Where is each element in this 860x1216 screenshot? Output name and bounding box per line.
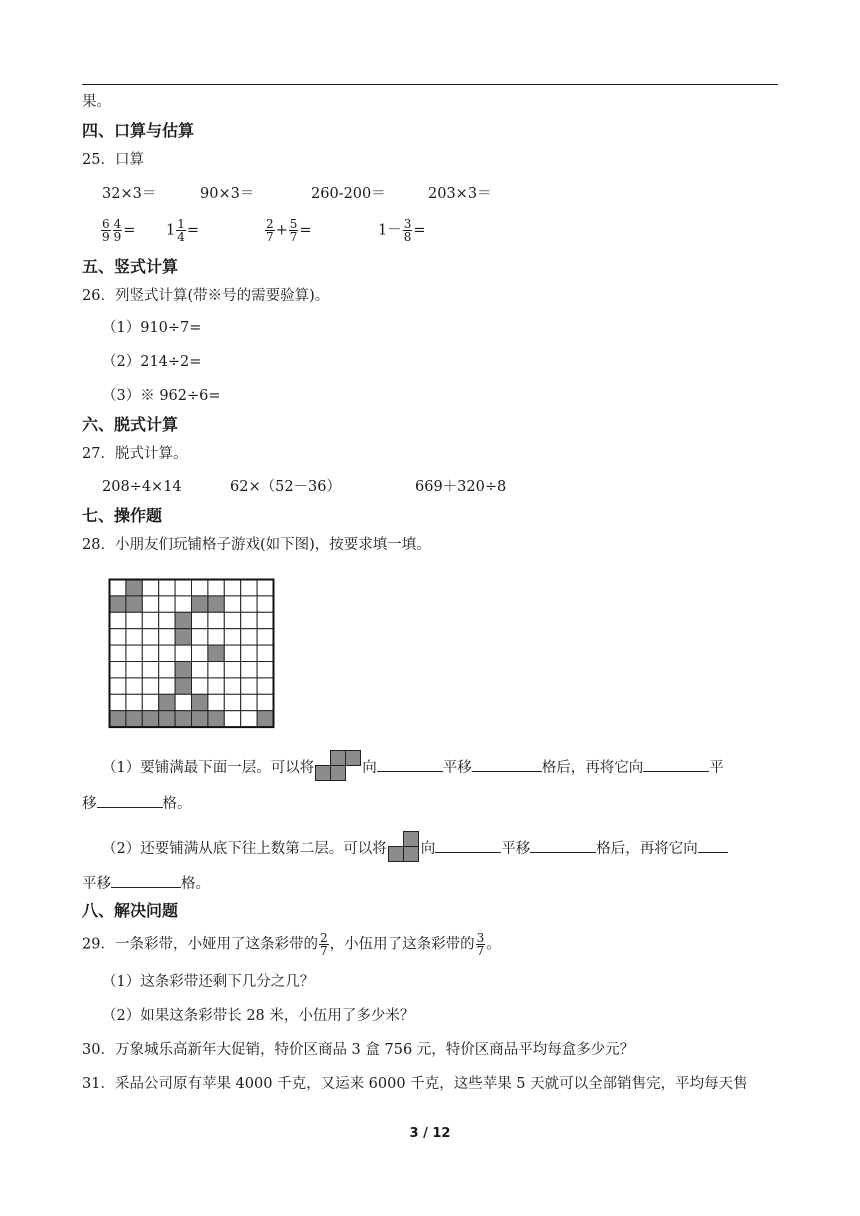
grid-cell	[241, 629, 257, 645]
grid-cell	[257, 678, 273, 694]
question-29: 29．一条彩带，小娅用了这条彩带的 $\frac{2}{7}$ ，小伍用了这条彩带的 $\frac{3}{7}$ 。	[82, 931, 501, 958]
grid-cell	[257, 596, 273, 612]
grid-cell	[224, 596, 240, 612]
grid-cell	[241, 678, 257, 694]
oral-calc-7: $\frac{2}{7}$ + $\frac{5}{7}$ =	[266, 217, 312, 244]
grid-cell	[224, 629, 240, 645]
section-heading-8: 八、解决问题	[82, 901, 179, 920]
grid-cell	[192, 678, 208, 694]
continuation-text: 果。	[82, 94, 111, 110]
grid-cell	[208, 612, 224, 628]
grid-cell-shaded	[175, 629, 191, 645]
section-heading-4: 四、口算与估算	[82, 121, 195, 140]
tile-piece-z-icon	[314, 750, 362, 782]
grid-cell	[224, 694, 240, 710]
stepwise-calc-2: 62×（52－36）	[230, 479, 342, 495]
stepwise-calc-1: 208÷4×14	[102, 479, 182, 495]
grid-cell-shaded	[175, 662, 191, 678]
grid-cell-shaded	[192, 596, 208, 612]
fraction: $\frac{5}{7}$	[289, 217, 298, 244]
grid-cell	[224, 711, 240, 727]
grid-cell	[241, 711, 257, 727]
grid-cell	[142, 694, 158, 710]
stepwise-calc-3: 669＋320÷8	[415, 479, 507, 495]
grid-cell	[175, 596, 191, 612]
grid-cell	[257, 629, 273, 645]
question-29-part-1: （1）这条彩带还剩下几分之几？	[102, 974, 315, 990]
grid-cell	[241, 612, 257, 628]
grid-cell	[257, 662, 273, 678]
tile-piece-l-icon	[387, 831, 421, 863]
vertical-calc-3: （3）※ 962÷6=	[102, 388, 221, 404]
grid-cell	[257, 645, 273, 661]
oral-calc-4: 203×3＝	[428, 186, 492, 202]
grid-cell	[126, 629, 142, 645]
grid-cell	[126, 694, 142, 710]
grid-cell	[224, 580, 240, 596]
grid-cell	[142, 662, 158, 678]
oral-calc-1: 32×3＝	[102, 186, 157, 202]
answer-blank[interactable]	[643, 757, 709, 772]
tile-grid	[108, 578, 276, 730]
fraction: $\frac{3}{8}$	[403, 217, 412, 244]
grid-cell	[142, 612, 158, 628]
grid-cell	[159, 645, 175, 661]
fraction: $\frac{2}{7}$	[266, 217, 274, 244]
grid-cell	[142, 645, 158, 661]
grid-cell	[126, 662, 142, 678]
oral-calc-3: 260-200＝	[311, 186, 386, 202]
answer-blank[interactable]	[111, 873, 181, 888]
question-28-part-1: （1）要铺满最下面一层。可以将 向 平移 格后，再将它向 平	[102, 752, 724, 784]
question-26: 26．列竖式计算(带※号的需要验算)。	[82, 288, 330, 304]
grid-cell	[159, 596, 175, 612]
fraction: $\frac{3}{7}$	[476, 931, 485, 958]
grid-cell	[224, 662, 240, 678]
grid-cell	[208, 662, 224, 678]
grid-cell	[110, 678, 126, 694]
grid-cell-shaded	[175, 612, 191, 628]
fraction: $\frac{1}{4}$	[177, 217, 185, 244]
grid-cell	[208, 629, 224, 645]
grid-cell	[208, 694, 224, 710]
grid-cell-shaded	[126, 596, 142, 612]
grid-cell	[175, 694, 191, 710]
grid-cell-shaded	[208, 711, 224, 727]
grid-cell-shaded	[110, 596, 126, 612]
grid-cell	[159, 629, 175, 645]
answer-blank[interactable]	[377, 757, 443, 772]
grid-cell	[159, 580, 175, 596]
grid-cell	[175, 645, 191, 661]
header-rule	[82, 84, 778, 85]
section-heading-5: 五、竖式计算	[82, 257, 179, 276]
answer-blank[interactable]	[472, 757, 542, 772]
grid-cell	[110, 612, 126, 628]
grid-cell	[224, 678, 240, 694]
grid-cell	[159, 662, 175, 678]
grid-cell	[110, 694, 126, 710]
grid-cell-shaded	[126, 580, 142, 596]
oral-calc-5: $\frac{6}{9}$ $\frac{4}{9}$ =	[102, 217, 136, 244]
grid-cell	[192, 645, 208, 661]
grid-cell	[224, 612, 240, 628]
grid-cell-shaded	[192, 711, 208, 727]
grid-cell	[159, 678, 175, 694]
grid-cell	[126, 612, 142, 628]
grid-cell-shaded	[110, 711, 126, 727]
question-25: 25．口算	[82, 152, 144, 168]
grid-cell	[142, 678, 158, 694]
answer-blank[interactable]	[97, 793, 163, 808]
grid-cell	[175, 580, 191, 596]
grid-cell	[257, 580, 273, 596]
grid-cell	[241, 662, 257, 678]
grid-cell	[192, 580, 208, 596]
grid-cell	[142, 596, 158, 612]
grid-cell-shaded	[192, 694, 208, 710]
question-28-part-1-cont: 移 格。	[82, 793, 192, 814]
oral-calc-8: 1－ $\frac{3}{8}$ =	[378, 217, 426, 244]
question-28-part-2-cont: 平移 格。	[82, 873, 210, 894]
question-29-part-2: （2）如果这条彩带长 28 米，小伍用了多少米？	[102, 1008, 415, 1024]
fraction: $\frac{6}{9}$	[102, 217, 110, 244]
grid-cell	[192, 629, 208, 645]
grid-cell	[241, 596, 257, 612]
grid-cell-shaded	[175, 711, 191, 727]
grid-cell	[110, 645, 126, 661]
grid-cell	[126, 678, 142, 694]
grid-cell	[208, 678, 224, 694]
vertical-calc-2: （2）214÷2=	[102, 354, 202, 370]
grid-cell	[159, 612, 175, 628]
oral-calc-2: 90×3＝	[200, 186, 255, 202]
grid-cell-shaded	[175, 678, 191, 694]
vertical-calc-1: （1）910÷7=	[102, 320, 202, 336]
grid-cell	[110, 662, 126, 678]
grid-cell	[110, 629, 126, 645]
section-heading-6: 六、脱式计算	[82, 415, 179, 434]
grid-cell-shaded	[208, 645, 224, 661]
grid-cell-shaded	[159, 694, 175, 710]
grid-cell	[192, 612, 208, 628]
grid-cell	[110, 580, 126, 596]
grid-cell	[126, 645, 142, 661]
page-number: 3 / 12	[409, 1126, 451, 1141]
oral-calc-6: 1 $\frac{1}{4}$ =	[166, 217, 200, 244]
grid-cell-shaded	[126, 711, 142, 727]
grid-cell	[241, 645, 257, 661]
fraction: $\frac{4}{9}$	[113, 217, 122, 244]
grid-cell	[142, 629, 158, 645]
fraction: $\frac{2}{7}$	[319, 931, 328, 958]
question-31: 31．采品公司原有苹果 4000 千克，又运来 6000 千克，这些苹果 5 天就可以全部销售完，平均每天售	[82, 1076, 748, 1092]
question-30: 30．万象城乐高新年大促销，特价区商品 3 盒 756 元，特价区商品平均每盒多少元？	[82, 1042, 635, 1058]
grid-cell	[257, 694, 273, 710]
grid-cell	[142, 580, 158, 596]
grid-cell	[257, 612, 273, 628]
answer-blank[interactable]	[530, 838, 596, 853]
grid-cell	[241, 580, 257, 596]
answer-blank[interactable]	[698, 838, 728, 853]
grid-cell-shaded	[159, 711, 175, 727]
grid-cell-shaded	[257, 711, 273, 727]
question-27: 27．脱式计算。	[82, 446, 188, 462]
grid-cell-shaded	[208, 596, 224, 612]
grid-cell	[192, 662, 208, 678]
question-28: 28．小朋友们玩铺格子游戏(如下图)，按要求填一填。	[82, 537, 431, 553]
grid-cell	[224, 645, 240, 661]
answer-blank[interactable]	[435, 838, 501, 853]
grid-cell	[208, 580, 224, 596]
section-heading-7: 七、操作题	[82, 506, 163, 525]
question-28-part-2: （2）还要铺满从底下往上数第二层。可以将 向 平移 格后，再将它向	[102, 833, 728, 865]
grid-cell-shaded	[142, 711, 158, 727]
grid-cell	[241, 694, 257, 710]
